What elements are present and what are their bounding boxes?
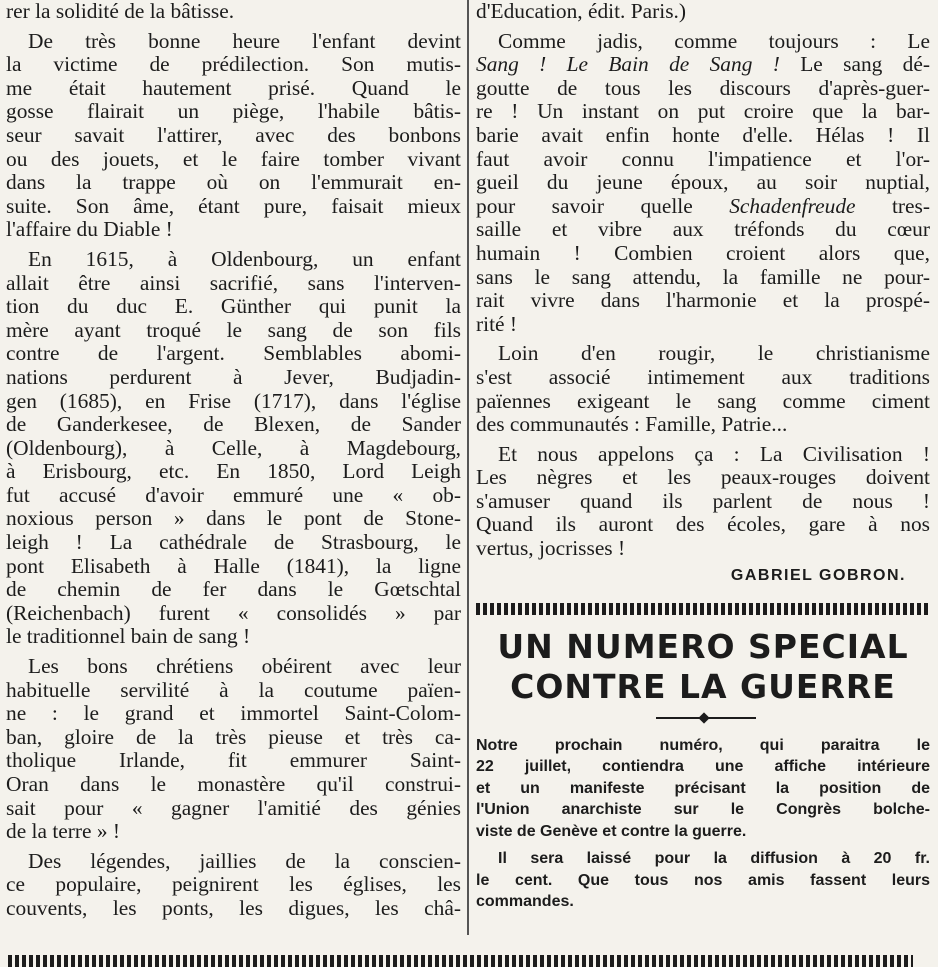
paragraph [476,443,930,561]
text-line: Il sera laissé pour la diffusion à 20 fr. [498,850,930,868]
text-line: pour savoir quelle Schadenfreude tres- [476,193,931,218]
text-line: de chemin de fer dans le Gœtschtal [6,577,461,602]
text-line: contre de l'argent. Semblables abomi- [6,341,461,366]
text-line: En 1615, à Oldenbourg, un enfant [28,246,461,271]
text-line: Et nous appelons ça : La Civilisation ! [498,441,930,466]
paragraph [6,655,461,844]
text-line: Des légendes, jaillies de la conscien- [28,848,461,873]
paragraph [6,248,461,649]
text-line: ne : le grand et immortel Saint-Colom- [6,701,461,726]
signature: GABRIEL GOBRON. [730,566,906,584]
text-line: rer la solidité de la bâtisse. [6,0,235,23]
text-line: dans la trappe où on l'emmurait en- [6,170,461,195]
column-divider [467,0,469,935]
text-line: sans le sang attendu, la famille ne pour- [476,264,930,289]
text-line: Oran dans le monastère qu'il construi- [6,772,461,796]
special-issue-notice [476,735,930,913]
text-line: l'affaire du Diable ! [6,217,173,242]
text-line: païennes exigeant le sang comme ciment [476,388,930,413]
text-line: pont Elisabeth à Halle (1841), la ligne [6,553,461,578]
text-line: me était hautement prisé. Quand le [6,75,461,100]
text-line: mère ayant troqué le sang de son fils [6,317,461,342]
text-line: l'Union anarchiste sur le Congrès bolche- [476,801,930,819]
paragraph [476,0,930,24]
text-line: vertus, jocrisses ! [476,536,626,561]
text-line: de la terre » ! [6,819,121,844]
text-line: habituelle servilité à la coutume païen- [6,677,461,702]
paragraph [6,850,461,921]
text-line: la victime de prédilection. Son mutis- [6,52,461,77]
text-line: De très bonne heure l'enfant devint [28,28,461,53]
text-line: barie avait enfin honte d'elle. Hélas ! Il [476,122,930,147]
text-line: Comme jadis, comme toujours : Le [498,28,930,53]
paragraph [476,848,930,913]
text-line: tholique Irlande, fit emmurer Saint- [6,748,461,773]
text-line: goutte de tous les discours d'après-guer- [476,75,930,100]
ornament-divider [476,711,930,725]
right-column [476,0,930,913]
text-line: couvents, les ponts, les digues, les châ- [6,895,461,920]
text-line: Quand ils auront des écoles, gare à nos [476,512,930,537]
text-line: allait être ainsi sacrifié, sans l'interven- [6,270,461,295]
text-line: et un manifeste précisant la position de [476,779,930,797]
text-line: s'amuser quand ils parlent de nous ! [476,488,930,513]
text-line: ban, gloire de la très pieuse et très ca- [6,724,461,749]
text-line: Les nègres et les peaux-rouges doivent [476,465,930,490]
right-column-text [476,0,930,561]
text-line: rait vivre dans l'harmonie et la prospé- [476,288,930,313]
text-line: leigh ! La cathédrale de Strasbourg, le [6,530,461,555]
text-line: gosse flairait un piège, l'habile bâtis- [6,99,461,124]
text-line: s'est associé intimement aux traditions [476,364,930,389]
text-line: (Oldenbourg), à Celle, à Magdebourg, [6,435,461,460]
text-line: humain ! Combien croient alors que, [476,240,930,265]
text-line: faut avoir connu l'impatience et l'or- [476,146,930,171]
text-line: Notre prochain numéro, qui paraitra le [476,736,930,754]
text-line: (Reichenbach) furent « consolidés » par [6,600,461,625]
text-line: des communautés : Famille, Patrie... [476,412,788,437]
text-line: seur savait l'attirer, avec des bonbons [6,122,461,147]
text-line: gen (1685), en Frise (1717), dans l'église [6,388,461,413]
left-column [6,0,461,921]
paragraph [6,30,461,242]
text-line: noxious person » dans le pont de Stone- [6,506,461,531]
text-line: viste de Genève et contre la guerre. [476,822,747,840]
text-line: ce populaire, peignirent les églises, les [6,872,461,897]
text-line: 22 juillet, contiendra une affiche intérieure [476,758,930,776]
headline [476,627,930,707]
text-line: commandes. [476,893,574,911]
text-line: de Ganderkesee, de Blexen, de Sander [6,412,461,437]
text-line: tion du duc E. Günther qui punit la [6,294,461,319]
text-line: le cent. Que tous nos amis fassent leurs [476,871,930,889]
text-line: d'Education, édit. Paris.) [476,0,686,23]
text-line: saille et vibre aux tréfonds du cœur [476,217,930,242]
text-line: re ! Un instant on put croire que la bar- [476,99,930,124]
text-line: Loin d'en rougir, le christianisme [498,341,930,366]
text-line: Les bons chrétiens obéirent avec leur [28,654,461,679]
text-line: ou des jouets, et le faire tomber vivant [6,146,461,171]
text-line: le traditionnel bain de sang ! [6,624,251,649]
text-line: gueil du jeune époux, au soir nuptial, [476,170,930,195]
headline-line-1: UN NUMERO SPECIAL [497,626,909,666]
paragraph [476,342,930,436]
headline-line-2: CONTRE LA GUERRE [510,666,896,706]
dash-rule-top [476,603,930,615]
paragraph [476,735,930,843]
text-line: rité ! [476,311,517,336]
text-line: à Erisbourg, etc. En 1850, Lord Leigh [6,459,461,484]
text-line: suite. Son âme, étant pure, faisait mieux [6,193,461,218]
text-line: fut accusé d'avoir emmuré une « ob- [6,482,461,507]
text-line: nations perdurent à Jever, Budjadin- [6,364,461,389]
dash-rule-bottom [8,955,913,967]
paragraph [6,0,461,24]
paragraph [476,30,930,337]
text-line: sait pour « gagner l'amitié des génies [6,795,461,820]
text-line: Sang ! Le Bain de Sang ! Le sang dé- [476,52,930,77]
